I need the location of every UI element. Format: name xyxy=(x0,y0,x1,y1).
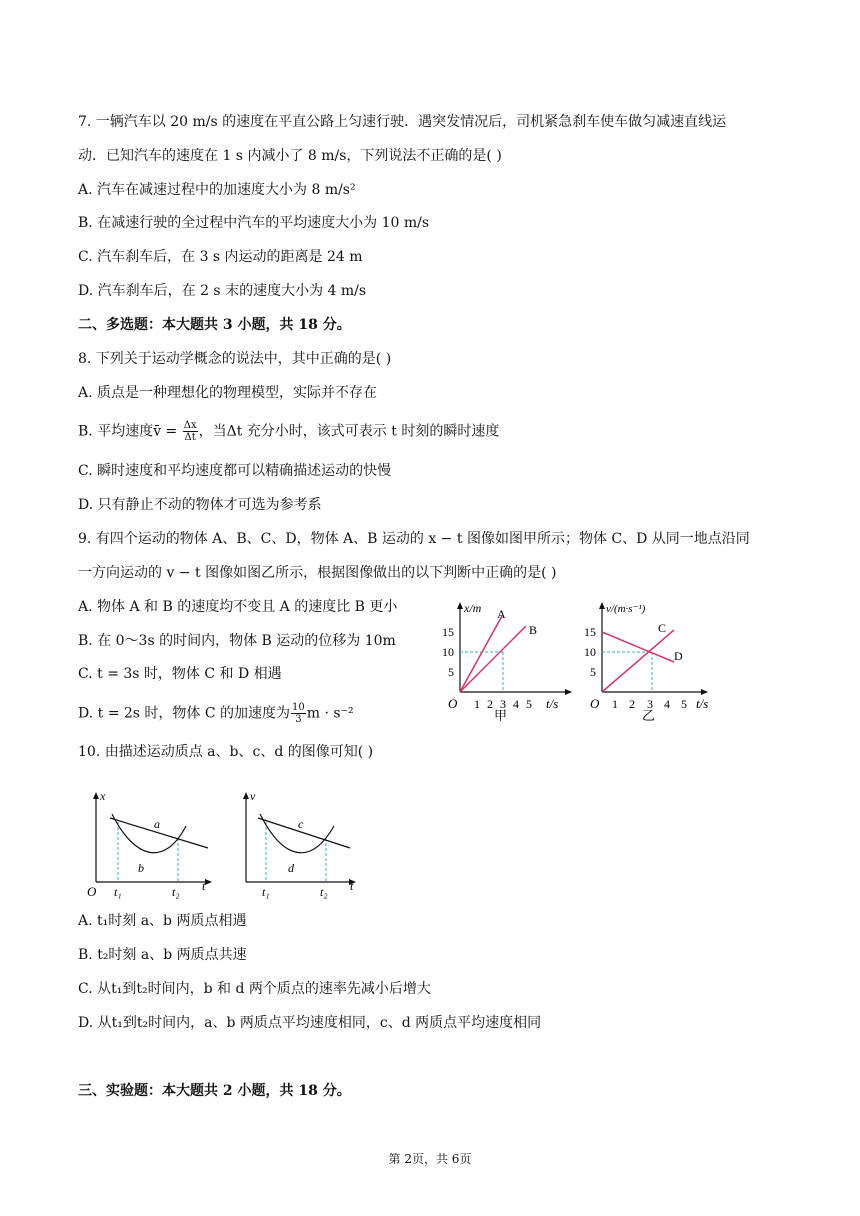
q10-vt-t2: t₂ xyxy=(320,885,328,899)
q9-option-d-prefix: D. t = 2s 时，物体 C 的加速度为 xyxy=(78,705,291,722)
q8-option-a: A. 质点是一种理想化的物理模型，实际并不存在 xyxy=(78,385,378,401)
q10-xt-y-label: x xyxy=(100,789,106,803)
q7-option-d: D. 汽车刹车后，在 2 s 末的速度大小为 4 m/s xyxy=(78,283,367,299)
jia-xtick-1: 1 xyxy=(474,697,480,711)
q7-stem-line1: 7. 一辆汽车以 20 m/s 的速度在平直公路上匀速行驶．遇突发情况后，司机紧急刹车使车做匀减速直线运 xyxy=(78,114,727,130)
yi-ytick-10: 10 xyxy=(584,645,596,659)
q9-option-a: A. 物体 A 和 B 的速度均不变且 A 的速度比 B 更小 xyxy=(78,599,398,615)
q10-stem: 10. 由描述运动质点 a、b、c、d 的图像可知( ) xyxy=(78,744,374,760)
q9-option-d-suffix: m · s⁻² xyxy=(306,705,354,722)
q10-xt-t2: t₂ xyxy=(172,885,180,899)
q10-xt-label-b: b xyxy=(138,861,144,875)
jia-x-label: t/s xyxy=(546,696,559,711)
q9-fraction-numerator: 10 xyxy=(292,702,305,713)
q9-option-b: B. 在 0～3s 的时间内，物体 B 运动的位移为 10m xyxy=(78,633,396,649)
q10-option-a: A. t₁时刻 a、b 两质点相遇 xyxy=(78,913,247,929)
yi-xtick-1: 1 xyxy=(612,697,618,711)
yi-xtick-5: 5 xyxy=(681,697,687,711)
q10-vt-curve-d xyxy=(260,814,334,853)
q10-vt-label-d: d xyxy=(288,861,294,875)
q10-vt-t1: t₁ xyxy=(262,885,270,899)
page-footer: 第 2页，共 6页 xyxy=(388,1152,472,1166)
jia-ytick-15: 15 xyxy=(442,625,454,639)
q7-stem-line2: 动．已知汽车的速度在 1 s 内减小了 8 m/s，下列说法不正确的是( ) xyxy=(78,148,502,164)
q7-option-b: B. 在减速行驶的全过程中汽车的平均速度大小为 10 m/s xyxy=(78,215,430,231)
q8-stem: 8. 下列关于运动学概念的说法中，其中正确的是( ) xyxy=(78,351,392,367)
yi-origin: O xyxy=(590,696,600,711)
q10-option-d: D. 从t₁到t₂时间内，a、b 两质点平均速度相同，c、d 两质点平均速度相同 xyxy=(78,1015,542,1031)
yi-caption: 乙 xyxy=(642,708,656,722)
jia-line-a xyxy=(460,616,502,692)
q10-xt-y-arrow xyxy=(93,792,99,799)
jia-ytick-5: 5 xyxy=(448,665,454,679)
yi-line-c xyxy=(602,630,674,692)
q10-xt-x-label: t xyxy=(202,879,206,893)
jia-label-b: B xyxy=(529,623,538,637)
q10-xt-label-a: a xyxy=(154,817,160,831)
q8-option-b-suffix: ，当Δt 充分小时，该式可表示 t 时刻的瞬时速度 xyxy=(198,423,500,440)
q10-xt-x-arrow xyxy=(205,879,212,885)
q10-option-b: B. t₂时刻 a、b 两质点共速 xyxy=(78,947,247,963)
q9-fraction-denominator: 3 xyxy=(295,714,302,725)
q8-fraction-denominator: Δt xyxy=(184,432,196,443)
q8-option-b-prefix: B. 平均速度v̄ = xyxy=(78,423,182,440)
q10-vt-label-c: c xyxy=(298,817,304,831)
q10-option-c: C. 从t₁到t₂时间内，b 和 d 两个质点的速率先减小后增大 xyxy=(78,981,431,997)
q10-vt-y-label: v xyxy=(250,789,256,803)
yi-ytick-5: 5 xyxy=(590,665,596,679)
yi-line-d xyxy=(602,632,674,662)
q10-xt-curve-b xyxy=(112,814,186,853)
yi-x-arrow xyxy=(701,689,708,695)
q7-option-a: A. 汽车在减速过程中的加速度大小为 8 m/s² xyxy=(78,182,356,198)
q10-figure-xt xyxy=(84,786,222,902)
yi-xtick-4: 4 xyxy=(664,697,670,711)
yi-label-d: D xyxy=(674,649,683,663)
q8-option-d: D. 只有静止不动的物体才可选为参考系 xyxy=(78,497,322,513)
q9-fraction xyxy=(291,702,306,725)
q9-option-c: C. t = 3s 时，物体 C 和 D 相遇 xyxy=(78,666,282,682)
section-2-heading: 二、多选题：本大题共 3 小题，共 18 分。 xyxy=(78,317,351,333)
yi-xtick-2: 2 xyxy=(629,697,635,711)
q7-option-c: C. 汽车刹车后，在 3 s 内运动的距离是 24 m xyxy=(78,249,363,265)
yi-x-label: t/s xyxy=(696,696,709,711)
q10-vt-x-label: t xyxy=(350,879,354,893)
q10-xt-origin: O xyxy=(87,884,97,899)
jia-x-arrow xyxy=(565,689,572,695)
jia-xtick-5: 5 xyxy=(526,697,532,711)
q10-vt-y-arrow xyxy=(243,792,249,799)
q8-option-c: C. 瞬时速度和平均速度都可以精确描述运动的快慢 xyxy=(78,463,392,479)
yi-xtick-3: 3 xyxy=(647,697,653,711)
q8-fraction xyxy=(183,420,198,443)
q10-xt-t1: t₁ xyxy=(114,885,122,899)
q8-option-b xyxy=(78,420,499,443)
yi-y-arrow xyxy=(599,602,605,609)
jia-label-a: A xyxy=(497,607,506,621)
jia-y-arrow xyxy=(457,602,463,609)
q9-stem-line2: 一方向运动的 v − t 图像如图乙所示，根据图像做出的以下判断中正确的是( ) xyxy=(78,565,557,581)
jia-origin: O xyxy=(448,696,458,711)
q9-stem-line1: 9. 有四个运动的物体 A、B、C、D，物体 A、B 运动的 x − t 图像如图甲所示；物体 C、D 从同一地点沿同 xyxy=(78,531,750,547)
figure-jia-xt-graph xyxy=(440,598,580,722)
figure-yi-vt-graph xyxy=(582,598,732,722)
q9-option-d xyxy=(78,702,354,725)
section-3-heading: 三、实验题：本大题共 2 小题，共 18 分。 xyxy=(78,1083,351,1099)
jia-ytick-10: 10 xyxy=(442,645,454,659)
q10-figure-vt xyxy=(236,786,366,902)
yi-label-c: C xyxy=(658,621,667,635)
jia-xtick-4: 4 xyxy=(513,697,519,711)
q8-fraction-numerator: Δx xyxy=(183,420,197,431)
jia-line-b xyxy=(460,626,526,692)
jia-y-label: x/m xyxy=(464,601,482,615)
yi-ytick-15: 15 xyxy=(584,625,596,639)
jia-xtick-2: 2 xyxy=(487,697,493,711)
jia-caption: 甲 xyxy=(494,708,508,722)
yi-y-label: v/(m·s⁻¹) xyxy=(606,603,646,615)
jia-xtick-3: 3 xyxy=(500,697,506,711)
